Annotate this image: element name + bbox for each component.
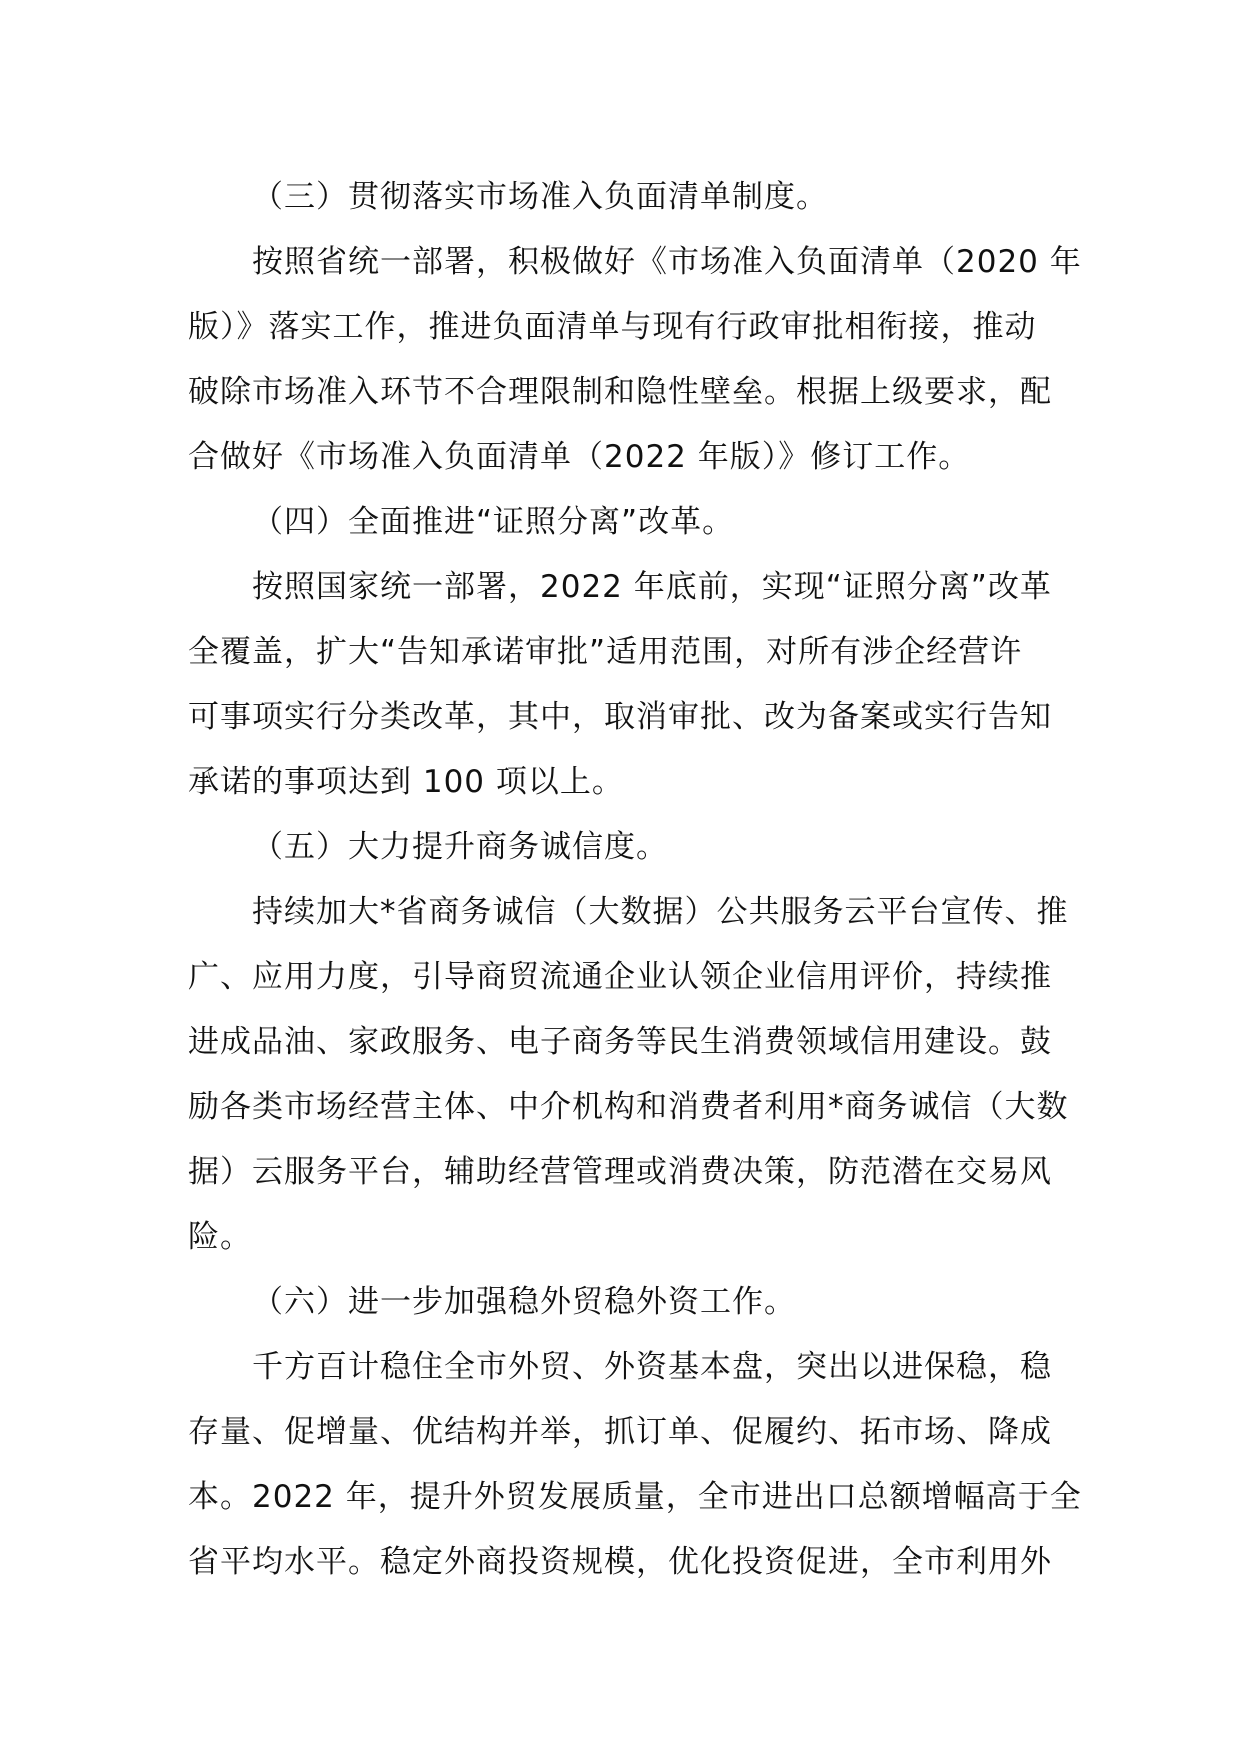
paragraph-line: 版）》落实工作，推进负面清单与现有行政审批相衔接，推动 xyxy=(188,309,1037,345)
paragraph-line: 按照国家统一部署，2022 年底前，实现“证照分离”改革 xyxy=(252,569,1052,605)
paragraph-line: 按照省统一部署，积极做好《市场准入负面清单（2020 年 xyxy=(252,244,1082,280)
paragraph-line: 进成品油、家政服务、电子商务等民生消费领域信用建设。鼓 xyxy=(188,1024,1052,1060)
paragraph-line: 存量、促增量、优结构并举，抓订单、促履约、拓市场、降成 xyxy=(188,1414,1052,1450)
paragraph-line: 千方百计稳住全市外贸、外资基本盘，突出以进保稳，稳 xyxy=(252,1349,1052,1385)
paragraph-line: 承诺的事项达到 100 项以上。 xyxy=(188,764,624,800)
document-body xyxy=(188,165,1082,1595)
paragraph-line: 持续加大*省商务诚信（大数据）公共服务云平台宣传、推 xyxy=(252,894,1069,930)
paragraph-line: 励各类市场经营主体、中介机构和消费者利用*商务诚信（大数 xyxy=(188,1089,1069,1125)
section-heading-4: （四）全面推进“证照分离”改革。 xyxy=(252,504,735,540)
paragraph-line: 广、应用力度，引导商贸流通企业认领企业信用评价，持续推 xyxy=(188,959,1052,995)
paragraph-line: 险。 xyxy=(188,1219,252,1255)
section-heading-5: （五）大力提升商务诚信度。 xyxy=(252,829,668,865)
paragraph-line: 全覆盖，扩大“告知承诺审批”适用范围，对所有涉企经营许 xyxy=(188,634,1023,670)
paragraph-line: 省平均水平。稳定外商投资规模，优化投资促进，全市利用外 xyxy=(188,1544,1052,1580)
paragraph-line: 据）云服务平台，辅助经营管理或消费决策，防范潜在交易风 xyxy=(188,1154,1052,1190)
section-heading-6: （六）进一步加强稳外贸稳外资工作。 xyxy=(252,1284,796,1320)
paragraph-line: 合做好《市场准入负面清单（2022 年版）》修订工作。 xyxy=(188,439,971,475)
paragraph-line: 本。2022 年，提升外贸发展质量，全市进出口总额增幅高于全 xyxy=(188,1479,1082,1515)
paragraph-line: 可事项实行分类改革，其中，取消审批、改为备案或实行告知 xyxy=(188,699,1052,735)
paragraph-line: 破除市场准入环节不合理限制和隐性壁垒。根据上级要求，配 xyxy=(188,374,1052,410)
section-heading-3: （三）贯彻落实市场准入负面清单制度。 xyxy=(252,179,828,215)
